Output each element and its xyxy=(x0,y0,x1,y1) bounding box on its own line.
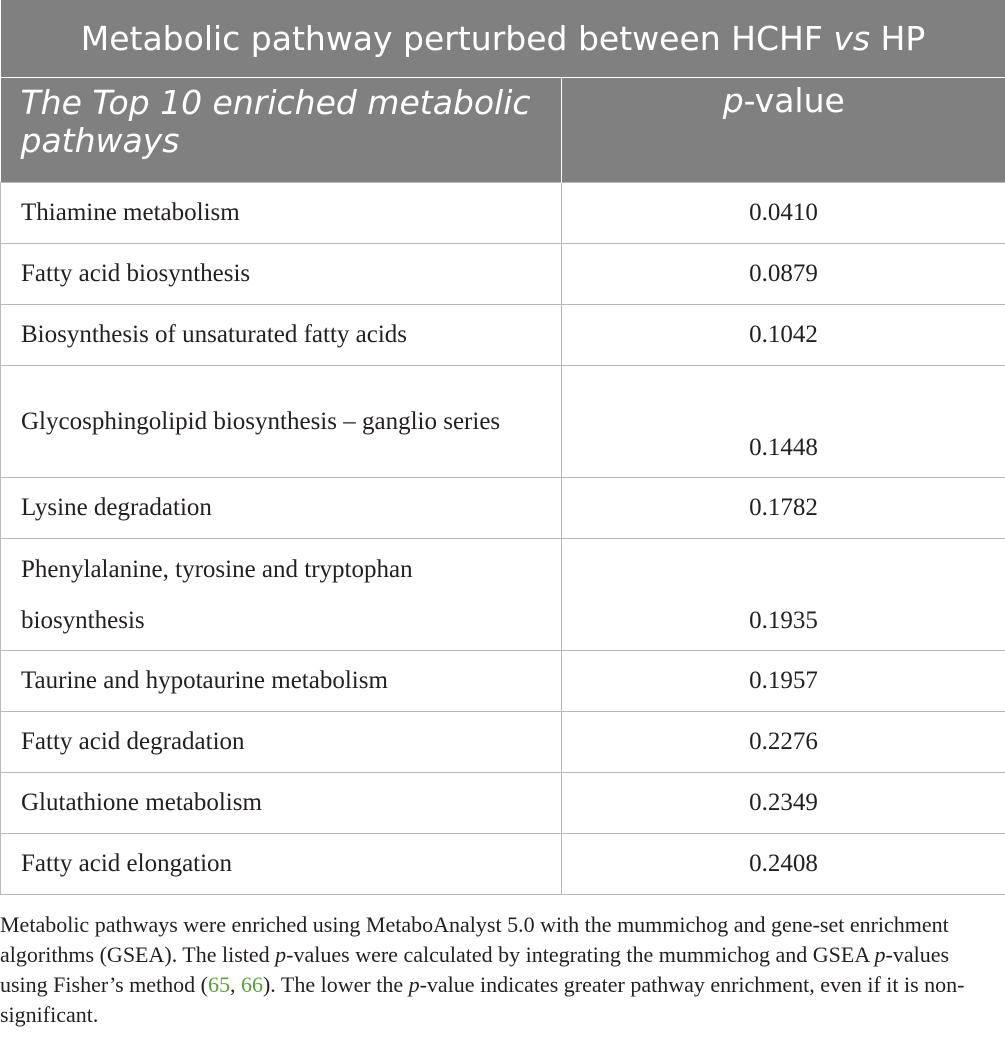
table-row xyxy=(1,834,1005,895)
table-row xyxy=(1,651,1005,712)
table-header-row xyxy=(1,78,1005,183)
pathway-cell: Lysine degradation xyxy=(1,478,562,539)
footnote-text: ). The lower the xyxy=(262,972,409,997)
table-row xyxy=(1,539,1005,651)
p-value-cell: 0.1448 xyxy=(562,366,1005,478)
column-header-p-value xyxy=(562,78,1005,183)
pathway-cell: Taurine and hypotaurine metabolism xyxy=(1,651,562,712)
pathway-cell: Fatty acid biosynthesis xyxy=(1,244,562,305)
column-header-pathways: The Top 10 enriched metabolic pathways xyxy=(1,78,562,183)
table-row xyxy=(1,712,1005,773)
table-row xyxy=(1,773,1005,834)
p-value-cell: 0.1935 xyxy=(562,539,1005,651)
footnote-text: -values using Fisher’s method ( xyxy=(0,942,950,997)
table-row xyxy=(1,366,1005,478)
table-row xyxy=(1,244,1005,305)
pathway-cell: Glycosphingolipid biosynthesis – ganglio series xyxy=(1,366,562,478)
pathway-cell: Glutathione metabolism xyxy=(1,773,562,834)
footnote-text: -values were calculated by integrating the mummichog and GSEA xyxy=(286,942,875,967)
table-title-vs: vs xyxy=(833,19,871,58)
p-value-cell: 0.0410 xyxy=(562,183,1005,244)
p-value-cell: 0.2276 xyxy=(562,712,1005,773)
table-title xyxy=(1,0,1005,78)
table-row xyxy=(1,478,1005,539)
pathway-cell: Biosynthesis of unsaturated fatty acids xyxy=(1,305,562,366)
p-value-cell: 0.1957 xyxy=(562,651,1005,712)
reference-link-66[interactable]: 66 xyxy=(240,972,263,997)
column-header-p-italic: p xyxy=(722,81,744,120)
table-title-row xyxy=(1,0,1005,78)
footnote-text: -value indicates greater pathway enrichment, even if it is non-significant. xyxy=(0,972,965,1027)
p-value-cell: 0.1782 xyxy=(562,478,1005,539)
footnote-text: , xyxy=(229,972,241,997)
pathway-cell: Thiamine metabolism xyxy=(1,183,562,244)
pathway-cell: Phenylalanine, tyrosine and tryptophan biosynthesis xyxy=(1,539,562,651)
reference-link-65[interactable]: 65 xyxy=(207,972,230,997)
p-value-cell: 0.1042 xyxy=(562,305,1005,366)
table-row xyxy=(1,183,1005,244)
table-title-prefix: Metabolic pathway perturbed between HCHF xyxy=(80,19,834,58)
pathway-cell: Fatty acid elongation xyxy=(1,834,562,895)
footnote-p-italic: p xyxy=(874,942,886,967)
table-row xyxy=(1,305,1005,366)
p-value-cell: 0.2408 xyxy=(562,834,1005,895)
table-footnote xyxy=(0,910,1000,1030)
column-header-p-rest: -value xyxy=(743,81,845,120)
footnote-p-italic: p xyxy=(275,942,287,967)
footnote-p-italic: p xyxy=(408,972,420,997)
p-value-cell: 0.0879 xyxy=(562,244,1005,305)
p-value-cell: 0.2349 xyxy=(562,773,1005,834)
table-title-suffix: HP xyxy=(870,19,926,58)
footnote-text: Metabolic pathways were enriched using MetaboAnalyst 5.0 with the mummichog and gene-set enrichment algorithms (GSEA). The listed xyxy=(0,912,949,967)
pathway-cell: Fatty acid degradation xyxy=(1,712,562,773)
